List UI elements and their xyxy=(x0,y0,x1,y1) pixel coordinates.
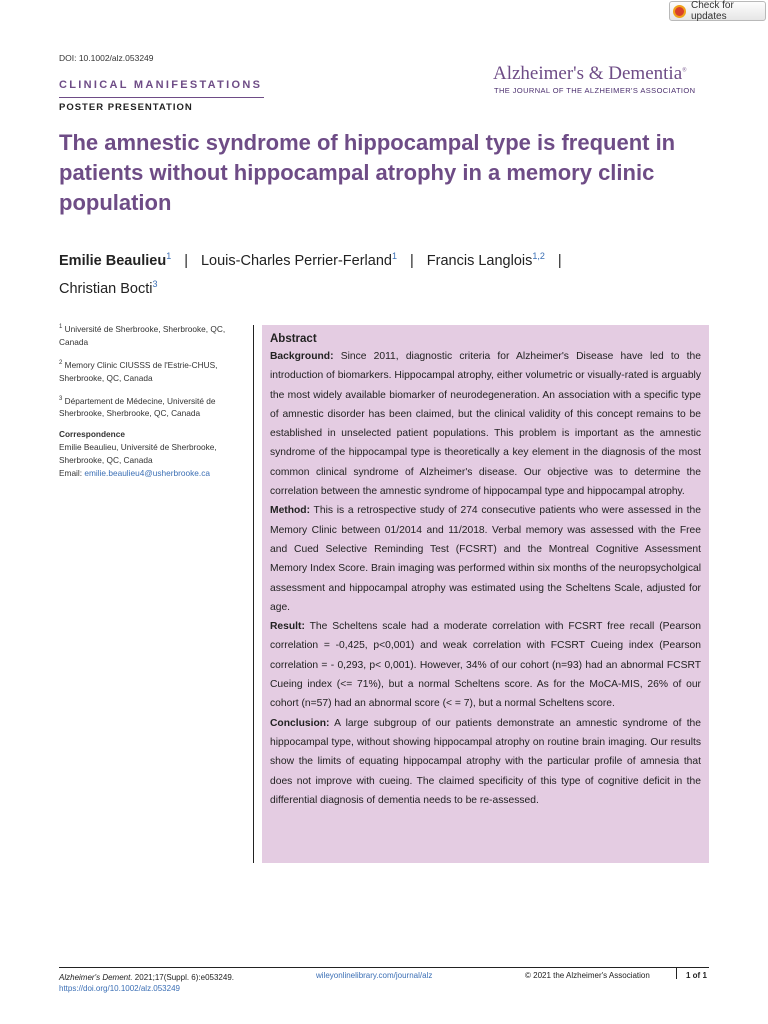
abstract-heading: Abstract xyxy=(270,333,317,345)
footer-doi-link[interactable]: https://doi.org/10.1002/alz.053249 xyxy=(59,984,180,993)
abstract-conclusion: Conclusion: A large subgroup of our patients demonstrate an amnestic syndrome of the hippocampal type, without showing hippocampal atrophy on routine brain imaging. Our results show the limits of equating hippocampal atrophy with the particular profile of amnesia that does not improve with cueing. The claimed specificity of this type of cognitive deficit in the differential diagnosis of dementia needs to be re-assessed. xyxy=(270,717,702,806)
article-title: The amnestic syndrome of hippocampal type is frequent in patients without hippocampal atrophy in a memory clinic population xyxy=(59,130,676,215)
subsection-heading: POSTER PRESENTATION xyxy=(59,102,193,113)
author-name: Christian Bocti xyxy=(59,281,153,297)
abstract-method: Method: This is a retrospective study of 274 consecutive patients who were assessed in the Memory Clinic between 01/2014 and 11/2018. Verbal memory was assessed with the Free and Cued Selective Reminding Test (FCSRT) and the Montreal Cognitive Assessment Memory Index Score. Brain imaging was performed within six months of the neuropsycholgical assessment and hippocampal atrophy was estimated using the Scheltens Scale, adjusted for age. xyxy=(270,505,701,613)
email-link[interactable]: emilie.beaulieu4@usherbrooke.ca xyxy=(84,468,210,478)
abstract-result: Result: The Scheltens scale had a moderate correlation with FCSRT free recall (Pearson correlation = -0,425, p<0,001) and weak correlation with FCSRT Cueing index (Pearson correlation = - 0,293, p< 0,001). However, 34% of our cohort (n=93) had an abnormal FCSRT Cueing index (<= 71%), but a normal Scheltens score. As for the MoCA-MIS, 26% of our cohort (n=57) had an abnormal score (< = 7), but a normal Scheltens score. xyxy=(270,621,701,710)
footer-site-link[interactable]: wileyonlinelibrary.com/journal/alz xyxy=(316,971,433,980)
author-affiliation-ref[interactable]: 1,2 xyxy=(532,251,545,261)
author-separator: | xyxy=(557,253,562,269)
journal-logo xyxy=(493,63,687,85)
journal-name: Alzheimer's & Dementia xyxy=(493,63,683,84)
abstract-box xyxy=(262,325,709,863)
affiliation-item: $^2$ Memory Clinic CIUSSS de l'Estrie-CHUS, Sherbrooke, QC, Canada xyxy=(59,359,218,383)
abstract-rule xyxy=(253,325,254,863)
author-affiliation-ref[interactable]: 1 xyxy=(391,251,397,261)
correspondence-email-row: Email: emilie.beaulieu4@usherbrooke.ca xyxy=(59,468,210,478)
footer-copyright: © 2021 the Alzheimer's Association xyxy=(525,971,650,980)
correspondence-line: Sherbrooke, QC, Canada xyxy=(59,455,153,465)
correspondence-heading: Correspondence xyxy=(59,429,125,439)
footer-rule xyxy=(59,967,709,968)
author-name: Francis Langlois xyxy=(426,253,533,269)
author-separator: | xyxy=(410,253,414,269)
registered-mark: ® xyxy=(682,67,687,74)
author-affiliation-ref[interactable]: 1 xyxy=(166,251,172,261)
footer-separator xyxy=(676,967,677,979)
correspondence-line: Emilie Beaulieu, Université de Sherbrooke, xyxy=(59,442,217,452)
author-name: Louis-Charles Perrier-Ferland xyxy=(200,253,392,269)
check-updates-badge-icon xyxy=(673,5,686,18)
author-name: Emilie Beaulieu xyxy=(59,253,167,269)
section-rule xyxy=(59,97,264,98)
correspondence xyxy=(59,428,239,480)
journal-subtitle: THE JOURNAL OF THE ALZHEIMER'S ASSOCIATION xyxy=(494,86,696,95)
affiliation-item: $^3$ Département de Médecine, Université de Sherbrooke, Sherbrooke, QC, Canada xyxy=(59,395,216,419)
section-heading: CLINICAL MANIFESTATIONS xyxy=(59,79,263,91)
affiliations xyxy=(59,321,239,428)
check-for-updates-button[interactable] xyxy=(669,1,766,21)
author-affiliation-ref[interactable]: 3 xyxy=(152,279,158,289)
author-list xyxy=(59,245,679,301)
abstract-background: Background: Since 2011, diagnostic criteria for Alzheimer's Disease have led to the introduction of biomarkers. Hippocampal atrophy, either volumetric or visually-rated is arguably the most widely available biomarker of neurodegeneration. An association with a specific type of amnestic disorder has been claimed, but the clinical validity of this concept remains to be established in unselected patient populations. This problem is important as the amnestic syndrome of the hippocampal type is theoretically a key element in the diagnosis of the most common clinical syndrome of Alzheimer's disease. Our objective was to determine the correlation between the amnestic syndrome of hippocampal type and hippocampal atrophy. xyxy=(270,351,701,498)
article-doi: DOI: 10.1002/alz.053249 xyxy=(59,53,154,63)
page-number: 1 of 1 xyxy=(686,971,707,980)
footer-citation: Alzheimer's Dement. 2021;17(Suppl. 6):e053249. xyxy=(59,973,234,982)
affiliation-item: $^1$ Université de Sherbrooke, Sherbrooke, QC, Canada xyxy=(59,323,226,347)
author-separator: | xyxy=(184,253,188,269)
check-for-updates-label: Check for updates xyxy=(691,0,734,22)
